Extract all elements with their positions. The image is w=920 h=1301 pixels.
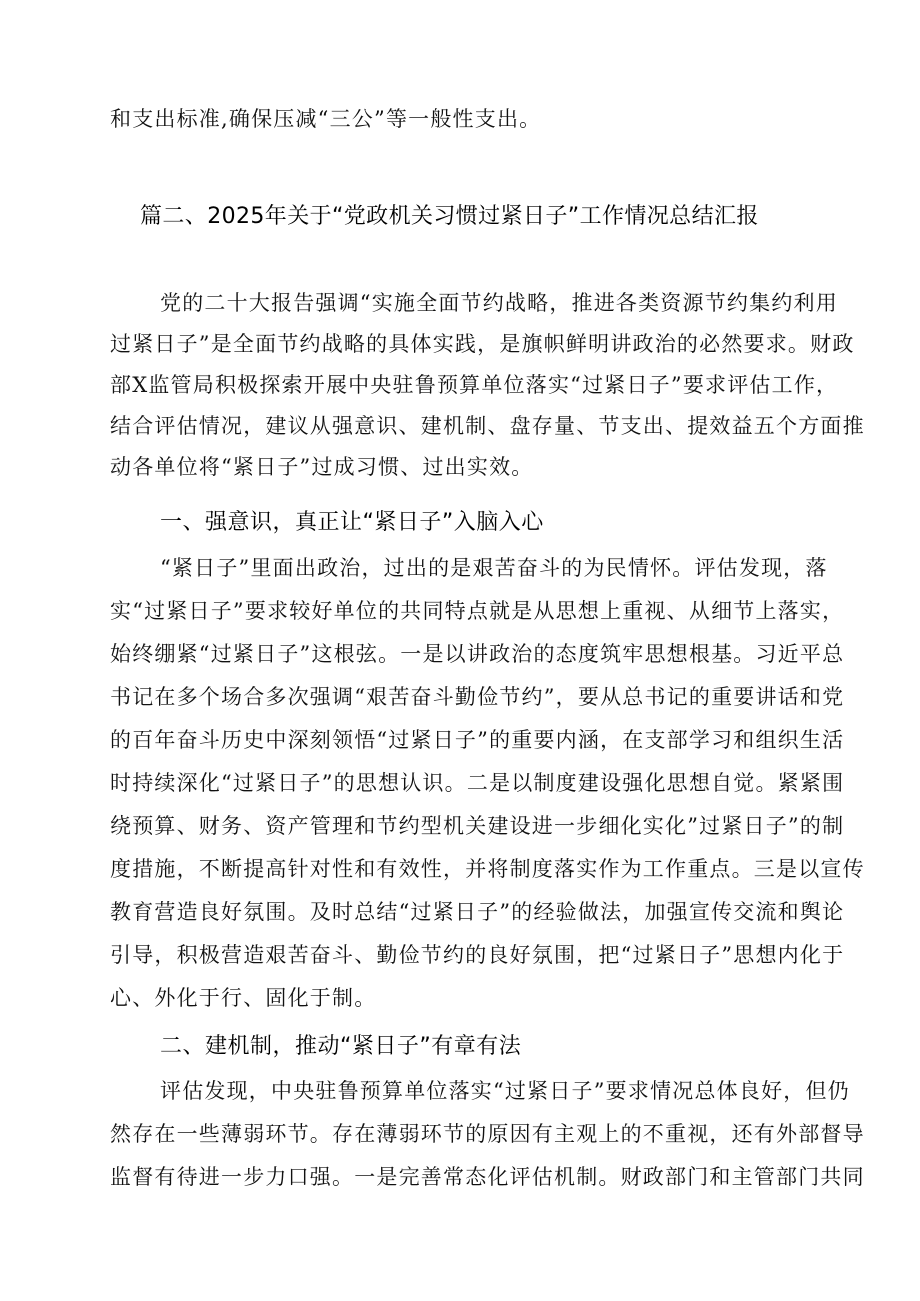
section-1-line: 时持续深化“过紧日子”的思想认识。二是以制度建设强化思想自觉。紧紧围 xyxy=(110,771,845,795)
section-1-line: 引导，积极营造艰苦奋斗、勤俭节约的良好氛围，把“过紧日子”思想内化于 xyxy=(110,943,845,967)
intro-line: 过紧日子”是全面节约战略的具体实践，是旗帜鲜明讲政治的必然要求。财政 xyxy=(110,332,855,356)
section-1-line: 书记在多个场合多次强调“艰苦奋斗勤俭节约”，要从总书记的重要讲话和党 xyxy=(110,685,845,709)
section-1-heading: 一、强意识，真正让“紧日子”入脑入心 xyxy=(160,510,544,535)
section-1-line: 心、外化于行、固化于制。 xyxy=(110,986,377,1010)
section-2-line: 监督有待进一步力口强。一是完善常态化评估机制。财政部门和主管部门共同 xyxy=(110,1165,865,1189)
section-1-line: 实“过紧日子”要求较好单位的共同特点就是从思想上重视、从细节上落实， xyxy=(110,599,845,623)
section-2-heading: 二、建机制，推动“紧日子”有章有法 xyxy=(160,1034,522,1059)
section-1-line: “紧日子”里面出政治，过出的是艰苦奋斗的为民情怀。评估发现，落 xyxy=(160,556,828,580)
section-1-line: 始终绷紧“过紧日子”这根弦。一是以讲政治的态度筑牢思想根基。习近平总 xyxy=(110,642,845,666)
intro-line: 结合评估情况，建议从强意识、建机制、盘存量、节支出、提效益五个方面推 xyxy=(110,414,865,438)
continued-paragraph-line: 和支出标准,确保压减“三公”等一般性支出。 xyxy=(110,107,542,131)
section-1-line: 教育营造良好氛围。及时总结“过紧日子”的经验做法，加强宣传交流和舆论 xyxy=(110,900,845,924)
section-2-line: 然存在一些薄弱环节。存在薄弱环节的原因有主观上的不重视，还有外部督导 xyxy=(110,1122,865,1146)
section-1-line: 绕预算、财务、资产管理和节约型机关建设进一步细化实化”过紧日子”的制 xyxy=(110,814,845,838)
intro-line: 动各单位将“紧日子”过成习惯、过出实效。 xyxy=(110,455,534,479)
section-1-line: 的百年奋斗历史中深刻领悟“过紧日子”的重要内涵，在支部学习和组织生活 xyxy=(110,728,845,752)
document-title: 篇二、2025年关于“党政机关习惯过紧日子”工作情况总结汇报 xyxy=(140,204,759,229)
intro-line: 党的二十大报告强调“实施全面节约战略，推进各类资源节约集约利用 xyxy=(160,291,838,315)
intro-line: 部X监管局积极探索开展中央驻鲁预算单位落实“过紧日子”要求评估工作， xyxy=(110,373,839,397)
section-1-line: 度措施，不断提高针对性和有效性，并将制度落实作为工作重点。三是以宣传 xyxy=(110,857,865,881)
section-2-line: 评估发现，中央驻鲁预算单位落实“过紧日子”要求情况总体良好，但仍 xyxy=(160,1079,850,1103)
